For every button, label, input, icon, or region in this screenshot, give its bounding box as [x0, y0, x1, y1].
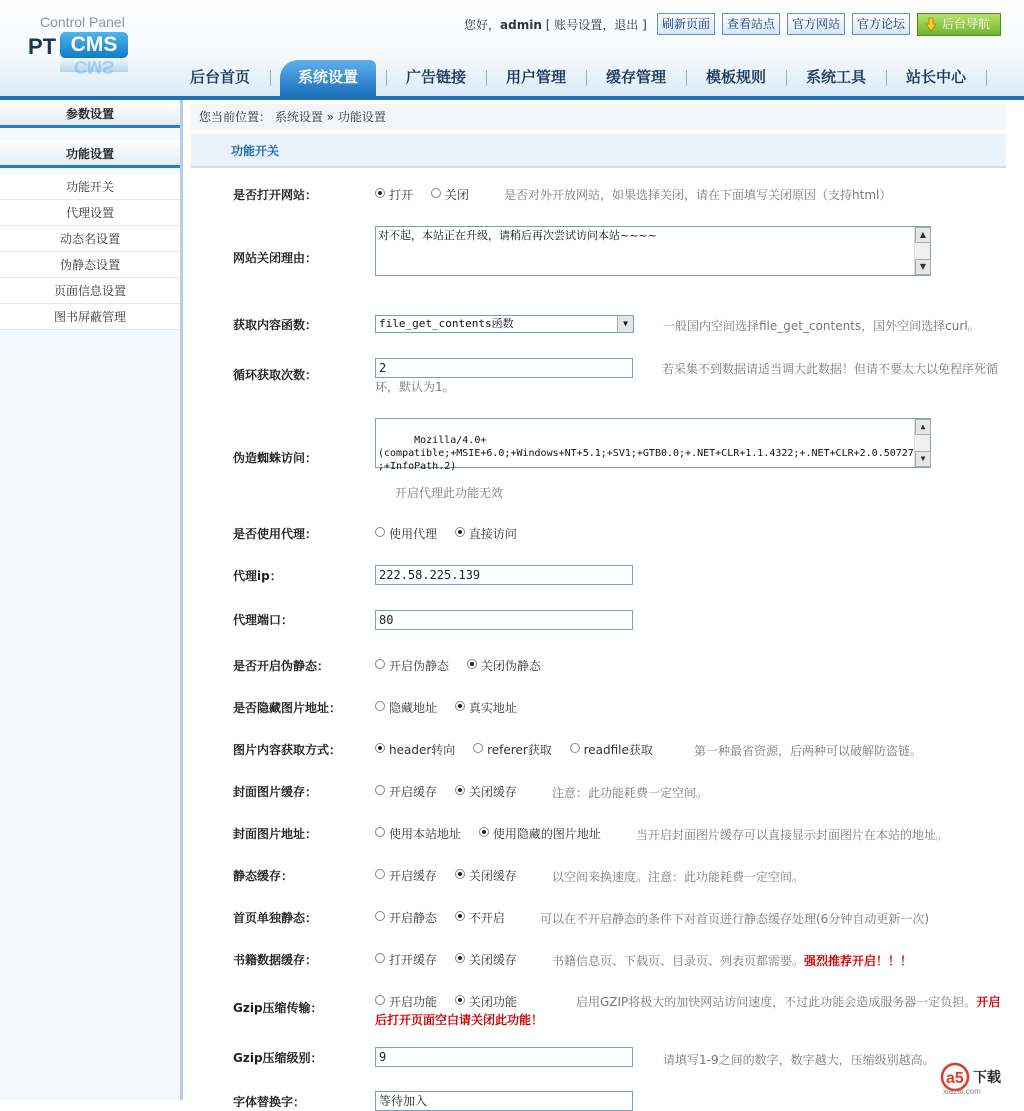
tip-gzip-red: 开启后打开页面空白请关闭此功能！ [375, 995, 1001, 1027]
sidebar-item-book-block[interactable]: 图书屏蔽管理 [0, 304, 180, 330]
admin-guide-button[interactable] [917, 13, 1001, 36]
retry-count-input[interactable]: 2 [375, 358, 633, 378]
nav-user-management[interactable]: 用户管理 [505, 68, 566, 86]
tip-book-cache-red: 强烈推荐开启！！！ [804, 954, 913, 968]
admin-guide-label: 后台导航 [942, 17, 991, 31]
radio-referer-fetch[interactable]: referer获取 [473, 741, 552, 758]
user-bar: 您好，admin [ 账号设置，退出 ] [464, 18, 647, 32]
font-replace-input[interactable]: 等待加入 [375, 1091, 633, 1111]
radio-book-cache-on[interactable]: 打开缓存 [375, 951, 437, 968]
label-pseudo-static: 是否开启伪静态： [233, 659, 330, 673]
label-book-cache: 书籍数据缓存： [233, 953, 318, 967]
label-close-reason: 网站关闭理由： [233, 251, 318, 265]
tip-cover-cache: 注意：此功能耗费一定空间。 [552, 786, 709, 800]
svg-text:下载: 下载 [973, 1070, 1001, 1086]
tip-home-static: 可以在不开启静态的条件下对首页进行静态缓存处理(6分钟自动更新一次) [540, 912, 930, 926]
section-title: 功能开关 [191, 134, 1006, 168]
logout-link[interactable]: 退出 [614, 18, 639, 32]
radio-book-cache-off[interactable]: 关闭缓存 [455, 951, 517, 968]
logo-reflection: CMS [60, 58, 128, 72]
tip-cover-address: 当开启封面图片缓存可以直接显示封面图片在本站的地址。 [636, 828, 949, 842]
tip-site-open: 是否对外开放网站，如果选择关闭，请在下面填写关闭原因（支持html） [504, 188, 892, 202]
radio-header-redirect[interactable]: header转向 [375, 741, 455, 758]
svg-text:xiazai.com: xiazai.com [943, 1087, 981, 1096]
nav-system-settings[interactable]: 系统设置 [280, 60, 376, 96]
radio-real-address[interactable]: 真实地址 [455, 699, 517, 716]
radio-home-static-off[interactable]: 不开启 [455, 909, 505, 926]
a5-watermark [937, 1062, 1017, 1096]
radio-cover-cache-on[interactable]: 开启缓存 [375, 783, 437, 800]
scroll-down-icon: ▼ [915, 259, 931, 275]
sidebar-item-proxy[interactable]: 代理设置 [0, 200, 180, 226]
textarea-scrollbar[interactable] [914, 419, 930, 467]
sidebar [0, 100, 183, 1100]
scroll-up-icon: ▲ [915, 227, 931, 243]
label-site-open: 是否打开网站： [233, 188, 318, 202]
tip-gzip-level: 请填写1-9之间的数字，数字越大，压缩级别越高。 [663, 1053, 935, 1067]
label-spider-ua: 伪造蜘蛛访问： [233, 451, 318, 465]
radio-hidden-image-address[interactable]: 使用隐藏的图片地址 [479, 825, 601, 842]
logo-cms: CMS [60, 32, 128, 58]
radio-local-address[interactable]: 使用本站地址 [375, 825, 461, 842]
label-fetch-function: 获取内容函数： [233, 318, 318, 332]
logo-pt: PT [28, 34, 57, 59]
tip-static-cache: 以空间来换速度。注意：此功能耗费一定空间。 [552, 870, 805, 884]
label-font-replace: 字体替换字： [233, 1095, 306, 1109]
label-cover-address: 封面图片地址： [233, 827, 318, 841]
nav-home[interactable]: 后台首页 [189, 68, 250, 86]
view-site-button[interactable]: 查看站点 [722, 13, 780, 35]
ptcms-logo[interactable] [28, 14, 138, 84]
radio-cover-cache-off[interactable]: 关闭缓存 [455, 783, 517, 800]
radio-home-static-on[interactable]: 开启静态 [375, 909, 437, 926]
radio-readfile-fetch[interactable]: readfile获取 [570, 741, 653, 758]
scroll-up-icon: ▲ [915, 419, 931, 435]
nav-webmaster-center[interactable]: 站长中心 [905, 68, 966, 86]
refresh-page-button[interactable]: 刷新页面 [657, 13, 715, 35]
logo-control-panel: Control Panel [40, 14, 125, 30]
nav-cache-management[interactable]: 缓存管理 [605, 68, 666, 86]
fetch-function-select[interactable]: file_get_contents函数 ▼ [375, 315, 634, 333]
sidebar-head-parameters[interactable]: 参数设置 [0, 100, 180, 128]
radio-static-cache-on[interactable]: 开启缓存 [375, 867, 437, 884]
tip-gzip: 启用GZIP将极大的加快网站访问速度，不过此功能会造成服务器一定负担。开启后打开页面空白请关闭此功能！ [375, 995, 1001, 1027]
label-proxy-ip: 代理ip： [233, 569, 282, 583]
radio-site-open[interactable]: 打开 [375, 186, 413, 203]
label-use-proxy: 是否使用代理： [233, 527, 318, 541]
official-forum-button[interactable]: 官方论坛 [852, 13, 910, 35]
header [0, 0, 1024, 100]
radio-pseudo-static-on[interactable]: 开启伪静态 [375, 657, 449, 674]
tip-spider-ua: 开启代理此功能无效 [395, 486, 504, 500]
label-proxy-port: 代理端口： [233, 613, 294, 627]
textarea-scrollbar[interactable] [914, 227, 930, 275]
label-image-fetch: 图片内容获取方式： [233, 743, 342, 757]
radio-site-closed[interactable]: 关闭 [431, 186, 469, 203]
nav-ad-links[interactable]: 广告链接 [405, 68, 466, 86]
radio-static-cache-off[interactable]: 关闭缓存 [455, 867, 517, 884]
radio-use-proxy[interactable]: 使用代理 [375, 525, 437, 542]
label-gzip: Gzip压缩传输： [233, 1001, 323, 1015]
label-hide-image: 是否隐藏图片地址： [233, 701, 342, 715]
label-cover-cache: 封面图片缓存： [233, 785, 318, 799]
sidebar-item-dynamic-name[interactable]: 动态名设置 [0, 226, 180, 252]
nav-template-rules[interactable]: 模板规则 [705, 68, 766, 86]
proxy-ip-input[interactable]: 222.58.225.139 [375, 565, 633, 585]
tip-book-cache: 书籍信息页、下载页、目录页、列表页都需要。强烈推荐开启！！！ [552, 954, 913, 968]
close-reason-textarea[interactable]: 对不起，本站正在升级，请稍后再次尝试访问本站~~~~ ▲ ▼ [375, 226, 931, 276]
breadcrumb-prefix: 您当前位置： [199, 110, 272, 124]
tip-retry-count: 若采集不到数据请适当调大此数据！但请不要太大以免程序死循环，默认为1。 [375, 362, 999, 394]
label-retry-count: 循环获取次数： [233, 368, 318, 382]
radio-gzip-on[interactable]: 开启功能 [375, 993, 437, 1010]
proxy-port-input[interactable]: 80 [375, 610, 633, 630]
nav-system-tools[interactable]: 系统工具 [805, 68, 866, 86]
radio-direct-access[interactable]: 直接访问 [455, 525, 517, 542]
sidebar-item-pseudo-static[interactable]: 伪静态设置 [0, 252, 180, 278]
sidebar-item-page-info[interactable]: 页面信息设置 [0, 278, 180, 304]
svg-text:a5: a5 [946, 1070, 964, 1087]
tip-fetch-function: 一般国内空间选择file_get_contents，国外空间选择curl。 [663, 319, 980, 333]
tip-image-fetch: 第一种最省资源，后两种可以破解防盗链。 [694, 744, 923, 758]
radio-pseudo-static-off[interactable]: 关闭伪静态 [467, 657, 541, 674]
sidebar-head-features[interactable]: 功能设置 [0, 140, 180, 168]
breadcrumb [191, 104, 1006, 130]
greeting: 您好， [464, 18, 501, 32]
gzip-level-input[interactable]: 9 [375, 1047, 633, 1067]
label-home-static: 首页单独静态： [233, 911, 318, 925]
sidebar-item-feature-switch[interactable]: 功能开关 [0, 174, 180, 200]
radio-hide-address[interactable]: 隐藏地址 [375, 699, 437, 716]
download-arrow-icon [924, 17, 938, 32]
spider-ua-textarea[interactable]: Mozilla/4.0+ (compatible;+MSIE+6.0;+Windows+NT+5.1;+SV1;+GTB0.0;+.NET+CLR+1.1.4322;+.NET+CLR+2.0.50727 ;+InfoPath.2) ▲ ▼ [375, 418, 931, 468]
radio-gzip-off[interactable]: 关闭功能 [455, 993, 517, 1010]
username: admin [500, 18, 542, 32]
scroll-down-icon: ▼ [915, 451, 931, 467]
breadcrumb-path: 系统设置 » 功能设置 [274, 110, 386, 124]
settings-form [191, 170, 1006, 1109]
a5-logo-icon [937, 1062, 1017, 1096]
label-static-cache: 静态缓存： [233, 869, 294, 883]
chevron-down-icon: ▼ [617, 316, 633, 332]
label-gzip-level: Gzip压缩级别： [233, 1051, 323, 1065]
official-site-button[interactable]: 官方网站 [787, 13, 845, 35]
account-settings-link[interactable]: 账号设置 [554, 18, 603, 32]
